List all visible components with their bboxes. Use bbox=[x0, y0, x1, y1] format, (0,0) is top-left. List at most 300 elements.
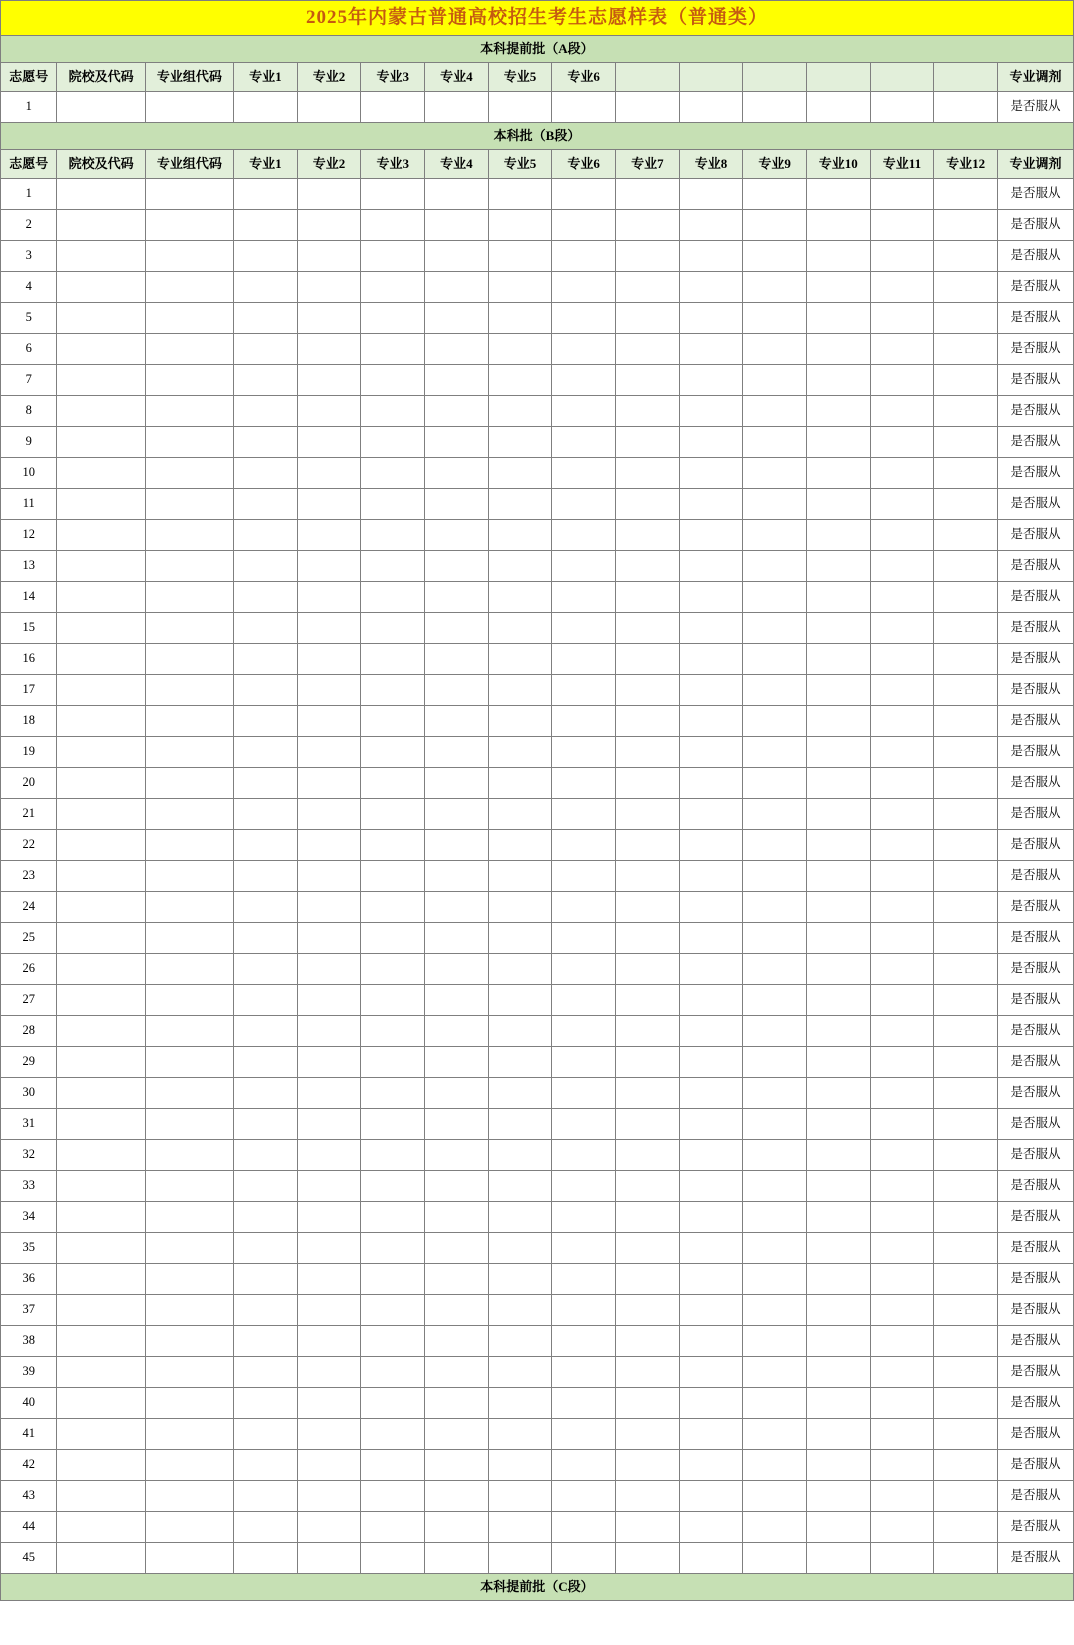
major-input-5[interactable] bbox=[488, 1109, 552, 1140]
major-input-11[interactable] bbox=[870, 551, 934, 582]
school-code-input[interactable] bbox=[57, 551, 145, 582]
school-code-input[interactable] bbox=[57, 985, 145, 1016]
major-input-5[interactable] bbox=[488, 1326, 552, 1357]
group-code-input[interactable] bbox=[145, 1326, 233, 1357]
adjust-option[interactable]: 是否服从 bbox=[997, 985, 1073, 1016]
major-input-2[interactable] bbox=[297, 1326, 361, 1357]
major-input-9[interactable] bbox=[743, 644, 807, 675]
major-input-12[interactable] bbox=[934, 1512, 998, 1543]
major-input-6[interactable] bbox=[552, 1419, 616, 1450]
major-input-8[interactable] bbox=[679, 830, 743, 861]
major-input-10[interactable] bbox=[806, 1109, 870, 1140]
major-input-10[interactable] bbox=[806, 210, 870, 241]
school-code-input[interactable] bbox=[57, 892, 145, 923]
major-input-9[interactable] bbox=[743, 675, 807, 706]
major-input-11[interactable] bbox=[870, 210, 934, 241]
major-input-6[interactable] bbox=[552, 861, 616, 892]
major-input-6[interactable] bbox=[552, 644, 616, 675]
major-input-10[interactable] bbox=[806, 706, 870, 737]
school-code-input[interactable] bbox=[57, 179, 145, 210]
group-code-input[interactable] bbox=[145, 1295, 233, 1326]
major-input-8[interactable] bbox=[679, 985, 743, 1016]
major-input-7[interactable] bbox=[616, 365, 680, 396]
major-input-5[interactable] bbox=[488, 241, 552, 272]
school-code-input[interactable] bbox=[57, 1326, 145, 1357]
major-input-10[interactable] bbox=[806, 1512, 870, 1543]
major-input-2[interactable] bbox=[297, 737, 361, 768]
group-code-input[interactable] bbox=[145, 737, 233, 768]
major-input-4[interactable] bbox=[425, 1202, 489, 1233]
major-input-4[interactable] bbox=[425, 644, 489, 675]
major-input-3[interactable] bbox=[361, 1171, 425, 1202]
major-input-1[interactable] bbox=[234, 210, 298, 241]
school-code-input[interactable] bbox=[57, 210, 145, 241]
school-code-input[interactable] bbox=[57, 1419, 145, 1450]
major-input-2[interactable] bbox=[297, 954, 361, 985]
school-code-input[interactable] bbox=[57, 954, 145, 985]
major-input-3[interactable] bbox=[361, 830, 425, 861]
major-input-11[interactable] bbox=[870, 582, 934, 613]
major-input-5[interactable] bbox=[488, 892, 552, 923]
adjust-option[interactable]: 是否服从 bbox=[997, 675, 1073, 706]
school-code-input[interactable] bbox=[57, 1543, 145, 1574]
major-input-12[interactable] bbox=[934, 830, 998, 861]
major-input-5[interactable] bbox=[488, 644, 552, 675]
major-input-5[interactable] bbox=[488, 1264, 552, 1295]
major-input-12[interactable] bbox=[934, 1326, 998, 1357]
major-input-6[interactable] bbox=[552, 92, 616, 123]
major-input-8[interactable] bbox=[679, 1078, 743, 1109]
major-input-9[interactable] bbox=[743, 1326, 807, 1357]
major-input-8[interactable] bbox=[679, 644, 743, 675]
major-input-10[interactable] bbox=[806, 985, 870, 1016]
major-input-3[interactable] bbox=[361, 892, 425, 923]
major-input-9[interactable] bbox=[743, 1481, 807, 1512]
school-code-input[interactable] bbox=[57, 520, 145, 551]
group-code-input[interactable] bbox=[145, 92, 233, 123]
major-input-12[interactable] bbox=[934, 1047, 998, 1078]
major-input-2[interactable] bbox=[297, 334, 361, 365]
major-input-3[interactable] bbox=[361, 923, 425, 954]
adjust-option[interactable]: 是否服从 bbox=[997, 210, 1073, 241]
major-input-8[interactable] bbox=[679, 1543, 743, 1574]
major-input-1[interactable] bbox=[234, 1450, 298, 1481]
major-input-12[interactable] bbox=[934, 923, 998, 954]
major-input-5[interactable] bbox=[488, 1171, 552, 1202]
adjust-option[interactable]: 是否服从 bbox=[997, 458, 1073, 489]
major-input-8[interactable] bbox=[679, 272, 743, 303]
major-input-12[interactable] bbox=[934, 1202, 998, 1233]
major-input-2[interactable] bbox=[297, 1233, 361, 1264]
major-input-4[interactable] bbox=[425, 365, 489, 396]
major-input-2[interactable] bbox=[297, 92, 361, 123]
major-input-8[interactable] bbox=[679, 799, 743, 830]
major-input-7[interactable] bbox=[616, 458, 680, 489]
group-code-input[interactable] bbox=[145, 582, 233, 613]
group-code-input[interactable] bbox=[145, 1419, 233, 1450]
major-input-1[interactable] bbox=[234, 303, 298, 334]
major-input-12[interactable] bbox=[934, 1357, 998, 1388]
major-input-6[interactable] bbox=[552, 1450, 616, 1481]
major-input-6[interactable] bbox=[552, 427, 616, 458]
major-input-7[interactable] bbox=[616, 1543, 680, 1574]
major-input-5[interactable] bbox=[488, 458, 552, 489]
major-input-11[interactable] bbox=[870, 1233, 934, 1264]
major-input-5[interactable] bbox=[488, 830, 552, 861]
major-input-2[interactable] bbox=[297, 985, 361, 1016]
major-input-9[interactable] bbox=[743, 1388, 807, 1419]
major-input-4[interactable] bbox=[425, 272, 489, 303]
major-input-1[interactable] bbox=[234, 737, 298, 768]
major-input-8[interactable] bbox=[679, 1357, 743, 1388]
major-input-11[interactable] bbox=[870, 1202, 934, 1233]
school-code-input[interactable] bbox=[57, 737, 145, 768]
major-input-1[interactable] bbox=[234, 458, 298, 489]
major-input-12[interactable] bbox=[934, 489, 998, 520]
major-input-1[interactable] bbox=[234, 675, 298, 706]
school-code-input[interactable] bbox=[57, 1233, 145, 1264]
major-input-4[interactable] bbox=[425, 737, 489, 768]
school-code-input[interactable] bbox=[57, 1295, 145, 1326]
major-input-12[interactable] bbox=[934, 1109, 998, 1140]
adjust-option[interactable]: 是否服从 bbox=[997, 1481, 1073, 1512]
major-input-2[interactable] bbox=[297, 1512, 361, 1543]
major-input-5[interactable] bbox=[488, 861, 552, 892]
major-input-11[interactable] bbox=[870, 1481, 934, 1512]
major-input-3[interactable] bbox=[361, 241, 425, 272]
major-input-6[interactable] bbox=[552, 1264, 616, 1295]
major-input-7[interactable] bbox=[616, 1450, 680, 1481]
major-input-7[interactable] bbox=[616, 241, 680, 272]
major-input-3[interactable] bbox=[361, 1016, 425, 1047]
adjust-option[interactable]: 是否服从 bbox=[997, 1233, 1073, 1264]
major-input-5[interactable] bbox=[488, 92, 552, 123]
major-input-7[interactable] bbox=[616, 1202, 680, 1233]
major-input-5[interactable] bbox=[488, 1202, 552, 1233]
major-input-6[interactable] bbox=[552, 1388, 616, 1419]
major-input-11[interactable] bbox=[870, 985, 934, 1016]
major-input-7[interactable] bbox=[616, 706, 680, 737]
major-input-12[interactable] bbox=[934, 737, 998, 768]
major-input-3[interactable] bbox=[361, 1357, 425, 1388]
major-input-5[interactable] bbox=[488, 1233, 552, 1264]
major-input-9[interactable] bbox=[743, 1357, 807, 1388]
major-input-3[interactable] bbox=[361, 1419, 425, 1450]
major-input-9[interactable] bbox=[743, 1512, 807, 1543]
major-input-4[interactable] bbox=[425, 1481, 489, 1512]
major-input-6[interactable] bbox=[552, 489, 616, 520]
major-input-9[interactable] bbox=[743, 396, 807, 427]
major-input-1[interactable] bbox=[234, 1109, 298, 1140]
major-input-9[interactable] bbox=[743, 985, 807, 1016]
adjust-option[interactable]: 是否服从 bbox=[997, 1202, 1073, 1233]
major-input-2[interactable] bbox=[297, 1264, 361, 1295]
adjust-option[interactable]: 是否服从 bbox=[997, 1450, 1073, 1481]
major-input-9[interactable] bbox=[743, 489, 807, 520]
major-input-2[interactable] bbox=[297, 799, 361, 830]
group-code-input[interactable] bbox=[145, 1171, 233, 1202]
major-input-2[interactable] bbox=[297, 458, 361, 489]
major-input-9[interactable] bbox=[743, 365, 807, 396]
major-input-9[interactable] bbox=[743, 210, 807, 241]
major-input-7[interactable] bbox=[616, 768, 680, 799]
major-input-12[interactable] bbox=[934, 396, 998, 427]
school-code-input[interactable] bbox=[57, 1264, 145, 1295]
group-code-input[interactable] bbox=[145, 427, 233, 458]
major-input-8[interactable] bbox=[679, 551, 743, 582]
major-input-3[interactable] bbox=[361, 179, 425, 210]
major-input-5[interactable] bbox=[488, 737, 552, 768]
school-code-input[interactable] bbox=[57, 1450, 145, 1481]
school-code-input[interactable] bbox=[57, 1357, 145, 1388]
major-input-4[interactable] bbox=[425, 1357, 489, 1388]
group-code-input[interactable] bbox=[145, 272, 233, 303]
major-input-8[interactable] bbox=[679, 365, 743, 396]
major-input-6[interactable] bbox=[552, 365, 616, 396]
major-input-1[interactable] bbox=[234, 520, 298, 551]
major-input-12[interactable] bbox=[934, 675, 998, 706]
major-input-6[interactable] bbox=[552, 551, 616, 582]
major-input-3[interactable] bbox=[361, 334, 425, 365]
major-input-9[interactable] bbox=[743, 1543, 807, 1574]
major-input-5[interactable] bbox=[488, 551, 552, 582]
major-input-10[interactable] bbox=[806, 241, 870, 272]
school-code-input[interactable] bbox=[57, 334, 145, 365]
major-input-11[interactable] bbox=[870, 1357, 934, 1388]
major-input-2[interactable] bbox=[297, 1450, 361, 1481]
major-input-6[interactable] bbox=[552, 1016, 616, 1047]
major-input-5[interactable] bbox=[488, 396, 552, 427]
major-input-2[interactable] bbox=[297, 1543, 361, 1574]
major-input-8[interactable] bbox=[679, 334, 743, 365]
major-input-12[interactable] bbox=[934, 365, 998, 396]
major-input-11[interactable] bbox=[870, 892, 934, 923]
major-input-5[interactable] bbox=[488, 427, 552, 458]
group-code-input[interactable] bbox=[145, 892, 233, 923]
adjust-option[interactable]: 是否服从 bbox=[997, 1140, 1073, 1171]
major-input-2[interactable] bbox=[297, 551, 361, 582]
major-input-2[interactable] bbox=[297, 1016, 361, 1047]
major-input-2[interactable] bbox=[297, 861, 361, 892]
major-input-11[interactable] bbox=[870, 489, 934, 520]
major-input-4[interactable] bbox=[425, 1295, 489, 1326]
major-input-2[interactable] bbox=[297, 1140, 361, 1171]
major-input-4[interactable] bbox=[425, 830, 489, 861]
school-code-input[interactable] bbox=[57, 1512, 145, 1543]
major-input-8[interactable] bbox=[679, 179, 743, 210]
adjust-option[interactable]: 是否服从 bbox=[997, 520, 1073, 551]
major-input-7[interactable] bbox=[616, 954, 680, 985]
major-input-11[interactable] bbox=[870, 1450, 934, 1481]
major-input-5[interactable] bbox=[488, 582, 552, 613]
major-input-9[interactable] bbox=[743, 1264, 807, 1295]
major-input-7[interactable] bbox=[616, 1016, 680, 1047]
major-input-12[interactable] bbox=[934, 551, 998, 582]
major-input-4[interactable] bbox=[425, 706, 489, 737]
major-input-8[interactable] bbox=[679, 1512, 743, 1543]
major-input-1[interactable] bbox=[234, 923, 298, 954]
major-input-7[interactable] bbox=[616, 1512, 680, 1543]
major-input-6[interactable] bbox=[552, 1109, 616, 1140]
major-input-4[interactable] bbox=[425, 1140, 489, 1171]
major-input-9[interactable] bbox=[743, 1419, 807, 1450]
major-input-3[interactable] bbox=[361, 1140, 425, 1171]
major-input-9[interactable] bbox=[743, 272, 807, 303]
major-input-8[interactable] bbox=[679, 1481, 743, 1512]
major-input-8[interactable] bbox=[679, 1388, 743, 1419]
group-code-input[interactable] bbox=[145, 179, 233, 210]
major-input-10[interactable] bbox=[806, 520, 870, 551]
school-code-input[interactable] bbox=[57, 272, 145, 303]
major-input-4[interactable] bbox=[425, 1233, 489, 1264]
major-input-1[interactable] bbox=[234, 241, 298, 272]
major-input-7[interactable] bbox=[616, 272, 680, 303]
major-input-1[interactable] bbox=[234, 551, 298, 582]
major-input-9[interactable] bbox=[743, 861, 807, 892]
major-input-11[interactable] bbox=[870, 1171, 934, 1202]
major-input-6[interactable] bbox=[552, 1326, 616, 1357]
major-input-4[interactable] bbox=[425, 1171, 489, 1202]
major-input-3[interactable] bbox=[361, 210, 425, 241]
major-input-2[interactable] bbox=[297, 1295, 361, 1326]
major-input-6[interactable] bbox=[552, 1202, 616, 1233]
major-input-1[interactable] bbox=[234, 92, 298, 123]
major-input-3[interactable] bbox=[361, 427, 425, 458]
major-input-9[interactable] bbox=[743, 303, 807, 334]
major-input-4[interactable] bbox=[425, 1016, 489, 1047]
major-input-2[interactable] bbox=[297, 1388, 361, 1419]
major-input-5[interactable] bbox=[488, 210, 552, 241]
major-input-4[interactable] bbox=[425, 1512, 489, 1543]
major-input-6[interactable] bbox=[552, 241, 616, 272]
major-input-3[interactable] bbox=[361, 272, 425, 303]
major-input-6[interactable] bbox=[552, 303, 616, 334]
major-input-8[interactable] bbox=[679, 613, 743, 644]
major-input-7[interactable] bbox=[616, 303, 680, 334]
major-input-12[interactable] bbox=[934, 1419, 998, 1450]
major-input-8[interactable] bbox=[679, 768, 743, 799]
major-input-4[interactable] bbox=[425, 334, 489, 365]
major-input-1[interactable] bbox=[234, 365, 298, 396]
major-input-5[interactable] bbox=[488, 489, 552, 520]
major-input-9[interactable] bbox=[743, 830, 807, 861]
school-code-input[interactable] bbox=[57, 1202, 145, 1233]
major-input-9[interactable] bbox=[743, 1109, 807, 1140]
major-input-4[interactable] bbox=[425, 1047, 489, 1078]
major-input-1[interactable] bbox=[234, 1543, 298, 1574]
major-input-6[interactable] bbox=[552, 1481, 616, 1512]
group-code-input[interactable] bbox=[145, 799, 233, 830]
major-input-5[interactable] bbox=[488, 179, 552, 210]
major-input-9[interactable] bbox=[743, 768, 807, 799]
major-input-12[interactable] bbox=[934, 1543, 998, 1574]
major-input-10[interactable] bbox=[806, 179, 870, 210]
major-input-9[interactable] bbox=[743, 613, 807, 644]
major-input-7[interactable] bbox=[616, 1295, 680, 1326]
major-input-8[interactable] bbox=[679, 1264, 743, 1295]
school-code-input[interactable] bbox=[57, 861, 145, 892]
major-input-8[interactable] bbox=[679, 1171, 743, 1202]
major-input-10[interactable] bbox=[806, 489, 870, 520]
major-input-2[interactable] bbox=[297, 1109, 361, 1140]
school-code-input[interactable] bbox=[57, 1388, 145, 1419]
major-input-4[interactable] bbox=[425, 303, 489, 334]
major-input-8[interactable] bbox=[679, 1016, 743, 1047]
school-code-input[interactable] bbox=[57, 799, 145, 830]
major-input-12[interactable] bbox=[934, 303, 998, 334]
major-input-2[interactable] bbox=[297, 706, 361, 737]
adjust-option[interactable]: 是否服从 bbox=[997, 1357, 1073, 1388]
major-input-11[interactable] bbox=[870, 1326, 934, 1357]
major-input-8[interactable] bbox=[679, 303, 743, 334]
major-input-3[interactable] bbox=[361, 613, 425, 644]
major-input-6[interactable] bbox=[552, 1543, 616, 1574]
major-input-4[interactable] bbox=[425, 768, 489, 799]
school-code-input[interactable] bbox=[57, 644, 145, 675]
major-input-8[interactable] bbox=[679, 892, 743, 923]
major-input-3[interactable] bbox=[361, 1109, 425, 1140]
major-input-8[interactable] bbox=[679, 861, 743, 892]
adjust-option[interactable]: 是否服从 bbox=[997, 303, 1073, 334]
major-input-2[interactable] bbox=[297, 396, 361, 427]
major-input-10[interactable] bbox=[806, 923, 870, 954]
major-input-10[interactable] bbox=[806, 1047, 870, 1078]
major-input-4[interactable] bbox=[425, 427, 489, 458]
major-input-5[interactable] bbox=[488, 768, 552, 799]
major-input-7[interactable] bbox=[616, 613, 680, 644]
major-input-6[interactable] bbox=[552, 210, 616, 241]
major-input-1[interactable] bbox=[234, 334, 298, 365]
major-input-10[interactable] bbox=[806, 427, 870, 458]
major-input-7[interactable] bbox=[616, 520, 680, 551]
major-input-3[interactable] bbox=[361, 954, 425, 985]
major-input-6[interactable] bbox=[552, 892, 616, 923]
major-input-2[interactable] bbox=[297, 427, 361, 458]
major-input-1[interactable] bbox=[234, 582, 298, 613]
major-input-7[interactable] bbox=[616, 551, 680, 582]
group-code-input[interactable] bbox=[145, 1264, 233, 1295]
major-input-1[interactable] bbox=[234, 830, 298, 861]
group-code-input[interactable] bbox=[145, 644, 233, 675]
school-code-input[interactable] bbox=[57, 303, 145, 334]
major-input-4[interactable] bbox=[425, 675, 489, 706]
major-input-3[interactable] bbox=[361, 799, 425, 830]
major-input-12[interactable] bbox=[934, 241, 998, 272]
major-input-12[interactable] bbox=[934, 861, 998, 892]
major-input-5[interactable] bbox=[488, 1419, 552, 1450]
major-input-6[interactable] bbox=[552, 799, 616, 830]
group-code-input[interactable] bbox=[145, 1388, 233, 1419]
adjust-option[interactable]: 是否服从 bbox=[997, 861, 1073, 892]
major-input-4[interactable] bbox=[425, 1450, 489, 1481]
major-input-8[interactable] bbox=[679, 737, 743, 768]
major-input-4[interactable] bbox=[425, 1264, 489, 1295]
major-input-9[interactable] bbox=[743, 1295, 807, 1326]
adjust-option[interactable]: 是否服从 bbox=[997, 427, 1073, 458]
major-input-2[interactable] bbox=[297, 582, 361, 613]
major-input-6[interactable] bbox=[552, 1295, 616, 1326]
major-input-10[interactable] bbox=[806, 1450, 870, 1481]
major-input-9[interactable] bbox=[743, 1233, 807, 1264]
major-input-5[interactable] bbox=[488, 706, 552, 737]
major-input-9[interactable] bbox=[743, 1078, 807, 1109]
major-input-9[interactable] bbox=[743, 892, 807, 923]
adjust-option[interactable]: 是否服从 bbox=[997, 272, 1073, 303]
school-code-input[interactable] bbox=[57, 92, 145, 123]
major-input-12[interactable] bbox=[934, 799, 998, 830]
major-input-10[interactable] bbox=[806, 954, 870, 985]
major-input-10[interactable] bbox=[806, 303, 870, 334]
